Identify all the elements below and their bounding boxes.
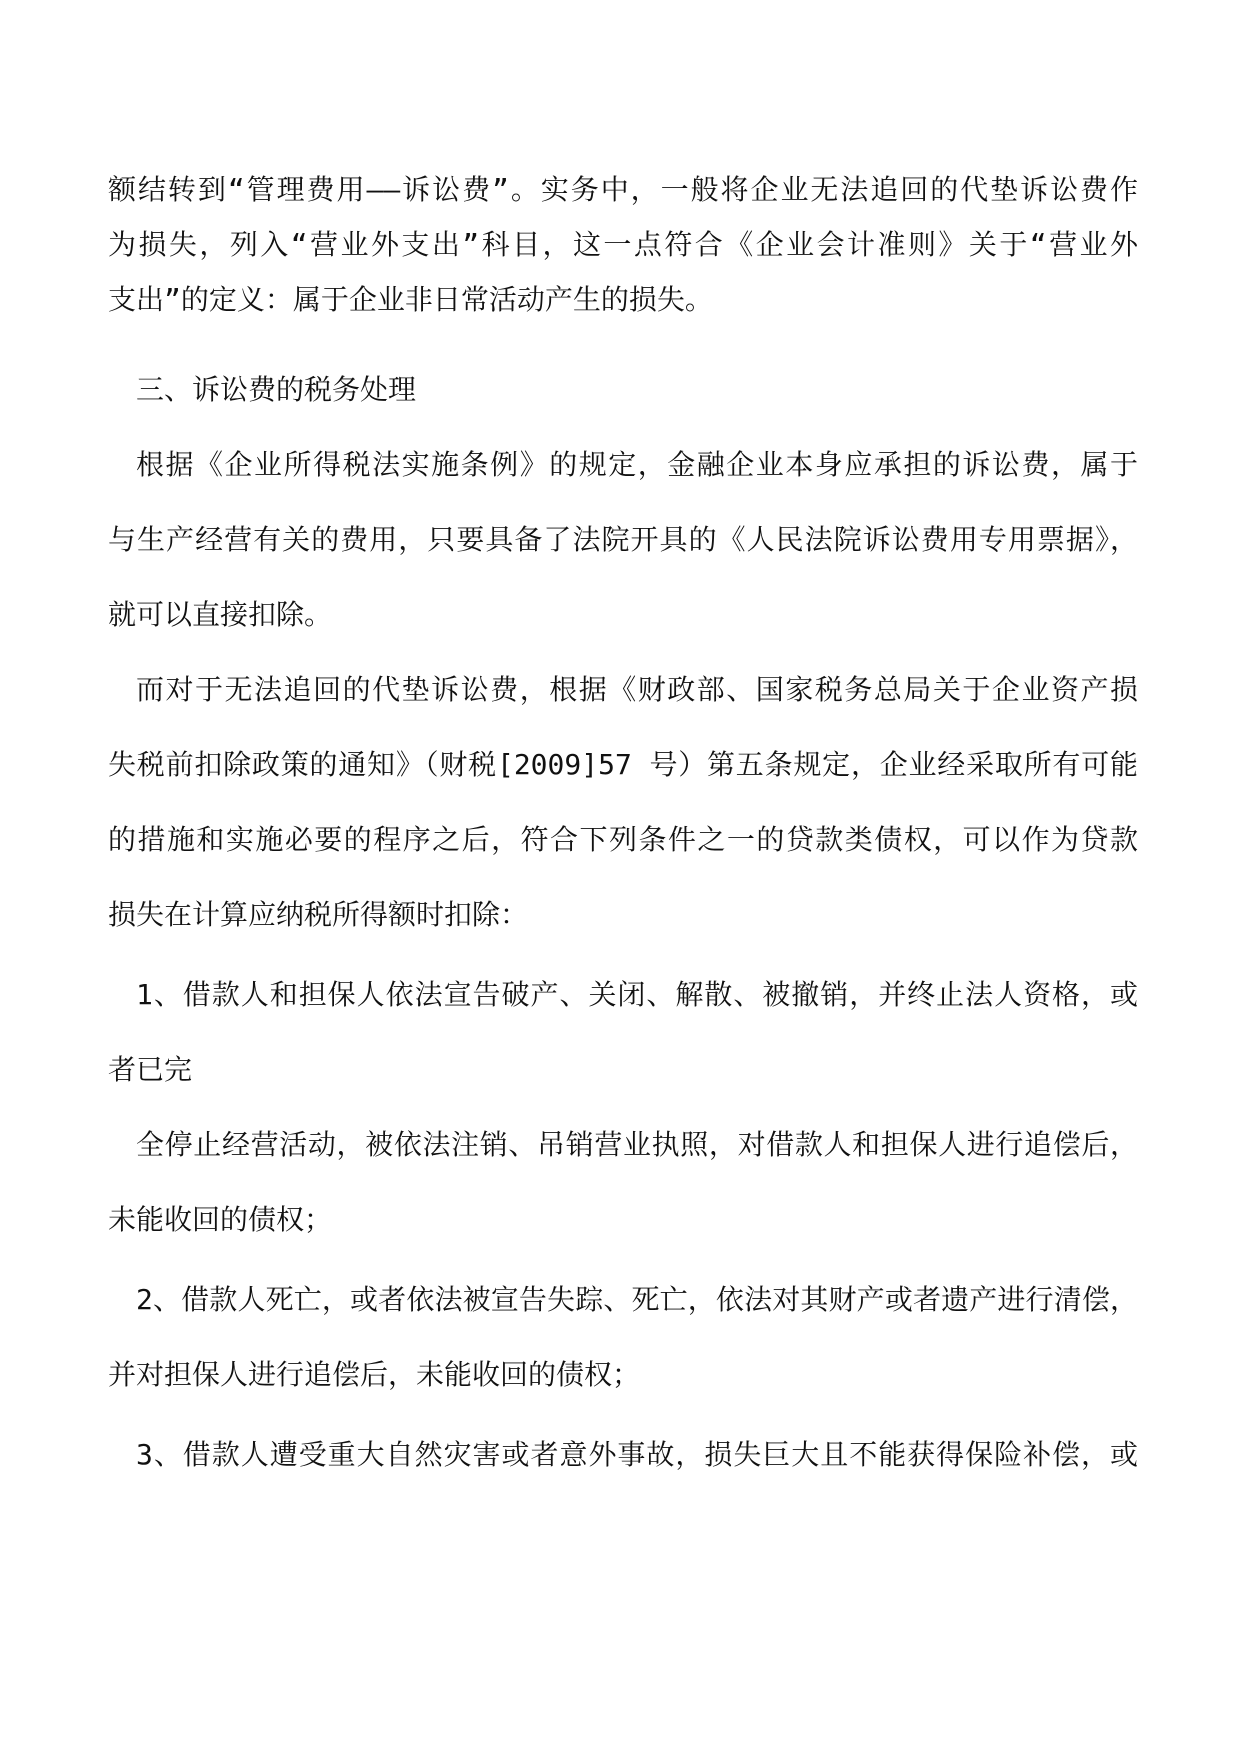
list-item-line: 2、借款人死亡，或者依法被宣告失踪、死亡，依法对其财产或者遗产进行清偿， <box>136 1283 1138 1316</box>
text-line: 额结转到“管理费用——诉讼费”。实务中，一般将企业无法追回的代垫诉讼费作 <box>108 173 1138 206</box>
text-line: 损失在计算应纳税所得额时扣除： <box>108 898 529 931</box>
text-line: 全停止经营活动，被依法注销、吊销营业执照，对借款人和担保人进行追偿后， <box>136 1128 1138 1161</box>
text-line: 就可以直接扣除。 <box>108 598 333 631</box>
list-item-line: 3、借款人遭受重大自然灾害或者意外事故，损失巨大且不能获得保险补偿，或 <box>136 1438 1138 1471</box>
text-line: 支出”的定义：属于企业非日常活动产生的损失。 <box>108 283 713 316</box>
text-line: 失税前扣除政策的通知》（财税[2009]57 号）第五条规定，企业经采取所有可能 <box>108 748 1138 781</box>
text-line: 未能收回的债权； <box>108 1203 333 1236</box>
text-line: 根据《企业所得税法实施条例》的规定，金融企业本身应承担的诉讼费，属于 <box>136 448 1138 481</box>
text-line: 与生产经营有关的费用，只要具备了法院开具的《人民法院诉讼费用专用票据》， <box>108 523 1138 556</box>
list-item-line: 并对担保人进行追偿后，未能收回的债权； <box>108 1358 641 1391</box>
list-item-line: 者已完 <box>108 1053 193 1086</box>
text-line: 而对于无法追回的代垫诉讼费，根据《财政部、国家税务总局关于企业资产损 <box>136 673 1138 706</box>
list-item-line: 1、借款人和担保人依法宣告破产、关闭、解散、被撤销，并终止法人资格，或 <box>136 978 1138 1011</box>
text-line: 的措施和实施必要的程序之后，符合下列条件之一的贷款类债权，可以作为贷款 <box>108 823 1138 856</box>
section-heading: 三、诉讼费的税务处理 <box>136 373 417 406</box>
text-line: 为损失，列入“营业外支出”科目，这一点符合《企业会计准则》关于“营业外 <box>108 228 1138 261</box>
